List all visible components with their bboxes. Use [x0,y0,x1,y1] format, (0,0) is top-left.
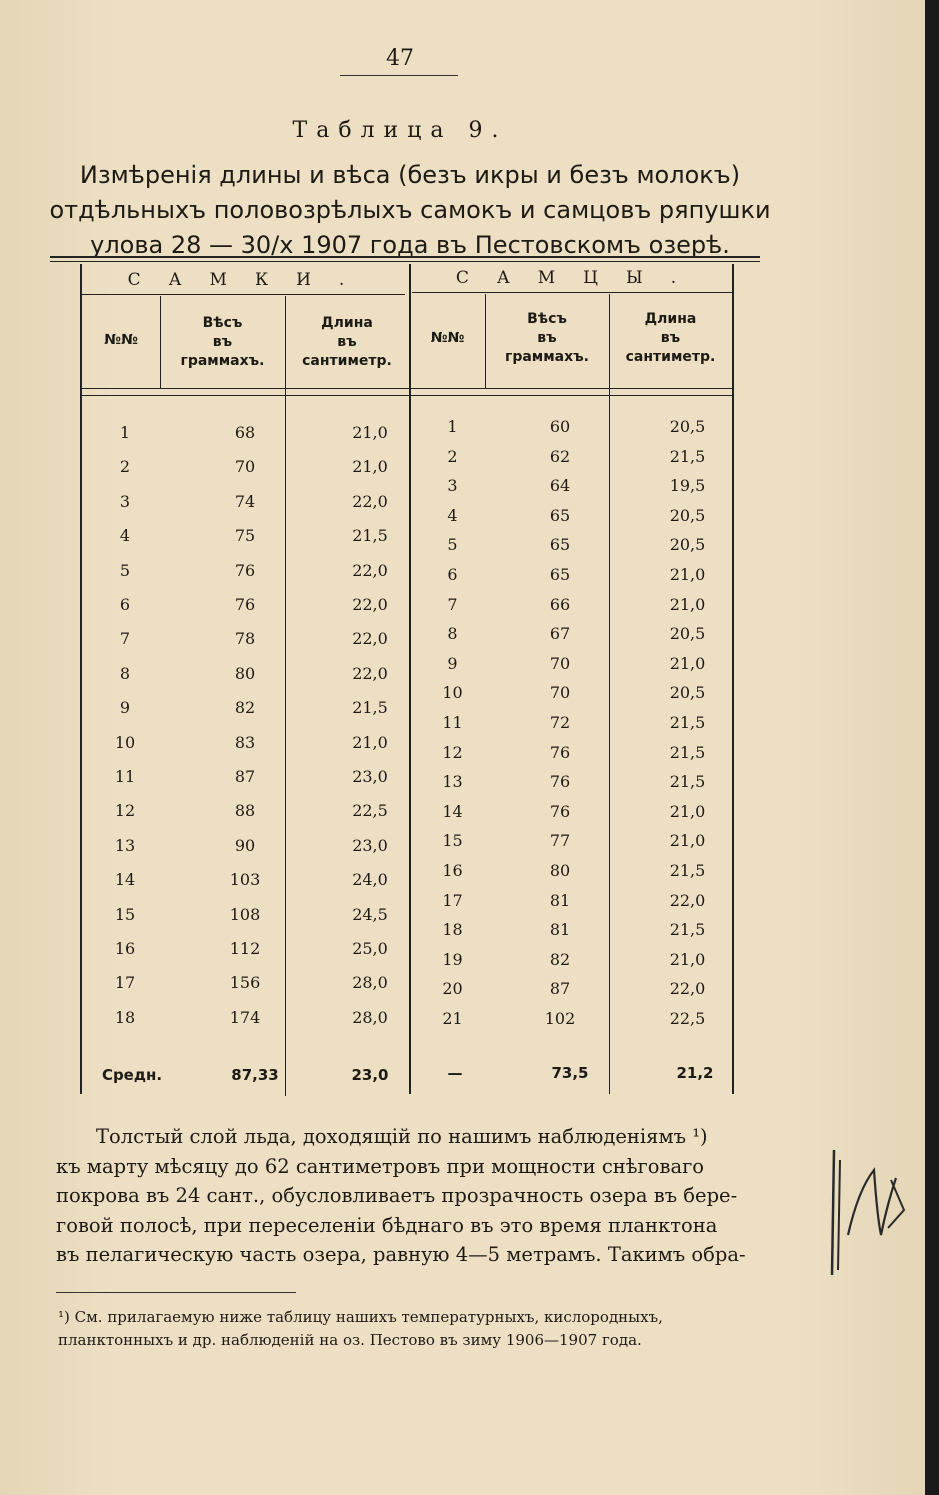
males-cell: 19 [442,949,463,969]
table-title [40,158,780,263]
females-cell: 70 [234,457,256,477]
female-avg-label: Средн. [101,1066,163,1084]
males-cell: 65 [549,535,571,555]
females-cell: 108 [229,904,261,924]
males-cell: 21,0 [669,594,706,614]
males-group-rule [412,292,732,293]
males-cell: 82 [549,949,571,969]
females-cell: 90 [234,835,256,855]
females-cell: 21,5 [352,698,388,718]
males-cell: 4 [447,505,458,525]
males-cell: 62 [549,446,571,466]
females-cell: 18 [114,1007,136,1027]
footnote-rule [56,1292,296,1293]
females-cell: 103 [229,870,261,890]
females-cell: 5 [119,560,131,580]
col-header-weight: Вѣсъ въ граммахъ. [505,311,589,365]
males-cell: 20,5 [669,417,706,436]
females-cell: 88 [234,801,256,821]
males-cell: 72 [549,713,571,732]
males-cell: 21,0 [669,949,706,969]
male-avg-weight: 73,5 [551,1064,589,1082]
males-cell: 20,5 [669,535,706,555]
col-header-number: №№ [430,330,465,346]
males-cell: 21,0 [669,565,706,584]
males-cell: 81 [549,890,571,910]
females-cell: 21,5 [352,526,388,546]
males-cell: 81 [549,920,571,940]
females-cell: 13 [114,835,136,855]
males-cell: 19,5 [669,476,706,496]
males-cell: 76 [549,742,571,762]
males-cell: 13 [442,772,463,792]
males-cell: 22,0 [669,979,706,999]
col-header-length: Длина въ сантиметр. [302,315,392,369]
males-cell: 12 [442,742,463,762]
females-cell: 22,0 [352,491,388,511]
males-cell: 17 [442,890,463,910]
males-cell: 20 [442,979,463,999]
males-cell: 16 [442,861,463,880]
males-cell: 60 [549,417,571,436]
females-cell: 174 [229,1007,261,1027]
header-bottom-rule-2 [80,395,732,396]
body-paragraph [56,1122,776,1270]
females-cell: 22,0 [352,595,388,614]
males-cell: 22,0 [669,890,706,910]
footnote-line: ¹) См. прилагаемую ниже таблицу нашихъ температурныхъ, кислородныхъ, [58,1308,663,1326]
females-cell: 3 [119,491,131,511]
males-cell: 70 [549,653,571,673]
females-cell: 23,0 [352,767,388,786]
paragraph-line: въ пелагическую часть озера, равную 4—5 метрамъ. Такимъ обра- [56,1243,746,1266]
females-cell: 16 [114,939,136,958]
males-cell: 5 [447,535,458,555]
table-top-rule-2 [50,261,760,262]
males-cell: 18 [442,920,463,940]
males-cell: 64 [549,476,571,496]
females-cell: 68 [234,423,256,442]
female-avg-length: 23,0 [351,1066,389,1084]
table-label: Таблица 9. [292,118,508,143]
col-header-weight: Вѣсъ въ граммахъ. [180,315,265,369]
males-cell: 9 [447,653,458,673]
scan-edge [925,0,939,1495]
females-cell: 21,0 [352,423,388,442]
paragraph-line: покрова въ 24 сант., обусловливаетъ прозрачность озера въ бере- [56,1184,738,1207]
left-table-border [80,264,82,1094]
males-cell: 76 [549,772,571,792]
males-cell: 14 [442,801,463,821]
males-cell: 102 [544,1009,576,1028]
males-cell: 76 [549,801,571,821]
males-cell: 21,5 [669,861,706,880]
males-cell: 21,5 [669,742,706,762]
female-avg-weight: 87,33 [231,1066,279,1084]
females-cell: 10 [114,732,136,752]
females-cell: 22,5 [352,801,388,821]
footnote [58,1306,798,1352]
paragraph-line: Толстый слой льда, доходящій по нашимъ наблюденіямъ ¹) [96,1125,708,1148]
females-cell: 80 [234,663,256,683]
females-cell: 112 [229,939,261,958]
females-cell: 76 [234,595,256,614]
males-cell: 1 [447,417,458,436]
females-cell: 9 [119,698,131,718]
males-cell: 3 [447,476,458,496]
males-cell: 80 [549,861,571,880]
males-cell: 22,5 [669,1009,706,1028]
females-cell: 28,0 [352,973,388,993]
females-cell: 78 [234,629,256,649]
females-cell: 25,0 [352,939,388,958]
measurement-table [50,256,760,1096]
males-header: САМЦЫ. [455,268,705,288]
females-header: САМКИ. [127,270,373,290]
females-cell: 22,0 [352,560,388,580]
females-cell: 22,0 [352,629,388,649]
males-cell: 20,5 [669,505,706,525]
females-cell: 21,0 [352,457,388,477]
males-cell: 6 [447,565,458,584]
males-cell: 21,0 [669,831,706,851]
males-cell: 21 [442,1009,463,1028]
females-cell: 6 [119,595,131,614]
male-avg-length: 21,2 [676,1064,714,1082]
males-cell: 2 [447,446,458,466]
paragraph-line: говой полосѣ, при переселеніи бѣднаго въ это время планктона [56,1213,718,1237]
females-cell: 74 [234,491,256,511]
females-cell: 12 [114,801,136,821]
females-cell: 23,0 [352,835,388,855]
table-top-rule [50,256,760,258]
handwritten-margin-mark [826,1140,906,1280]
females-cell: 8 [119,663,131,683]
males-cell: 21,0 [669,653,706,673]
females-cell: 28,0 [352,1007,388,1027]
male-avg-label: — [447,1064,463,1082]
footnote-line: планктонныхъ и др. наблюденій на оз. Пестово въ зиму 1906—1907 года. [58,1331,642,1349]
males-cell: 67 [549,624,571,644]
females-cell: 87 [234,767,256,786]
females-cell: 75 [234,526,256,546]
males-cell: 15 [442,831,463,851]
males-cell: 8 [447,624,458,644]
females-cell: 24,5 [352,904,388,924]
males-cell: 65 [549,565,571,584]
females-cell: 24,0 [352,870,388,890]
males-cell: 21,5 [669,920,706,940]
females-cell: 22,0 [352,663,388,683]
header-bottom-rule [80,388,732,389]
males-cell: 20,5 [669,683,706,703]
females-cell: 82 [234,698,256,718]
males-cell: 21,0 [669,801,706,821]
males-cell: 21,5 [669,713,706,732]
females-cell: 76 [234,560,256,580]
females-cell: 7 [119,629,131,649]
paragraph-line: къ марту мѣсяцу до 62 сантиметровъ при мощности снѣговаго [56,1154,705,1178]
males-cell: 21,5 [669,772,706,792]
females-cell: 11 [114,767,136,786]
title-line: Измѣренія длины и вѣса (безъ икры и безъ молокъ) [79,161,741,189]
females-cell: 4 [119,526,131,546]
males-cell: 11 [442,713,463,732]
col-header-number: №№ [104,332,138,348]
title-line: улова 28 — 30/х 1907 года въ Пестовскомъ озерѣ. [90,231,730,259]
females-cell: 156 [229,973,261,993]
page-number-rule [340,75,458,76]
col-header-length: Длина въ сантиметр. [625,311,716,365]
males-cell: 66 [549,594,571,614]
males-cell: 7 [447,594,458,614]
females-cell: 17 [114,973,136,993]
females-cell: 21,0 [352,732,388,752]
females-cell: 15 [114,904,136,924]
title-line: отдѣльныхъ половозрѣлыхъ самокъ и самцовъ ряпушки [49,196,771,224]
females-cell: 2 [119,457,131,477]
males-cell: 70 [549,683,571,703]
page-number: 47 [386,46,414,71]
males-cell: 20,5 [669,624,706,644]
females-cell: 14 [114,870,136,890]
females-cell: 83 [234,732,256,752]
males-cell: 21,5 [669,446,706,466]
females-group-rule [80,294,405,295]
females-cell: 1 [119,423,131,442]
males-cell: 10 [442,683,463,703]
males-cell: 65 [549,505,571,525]
males-cell: 77 [549,831,571,851]
males-cell: 87 [549,979,571,999]
